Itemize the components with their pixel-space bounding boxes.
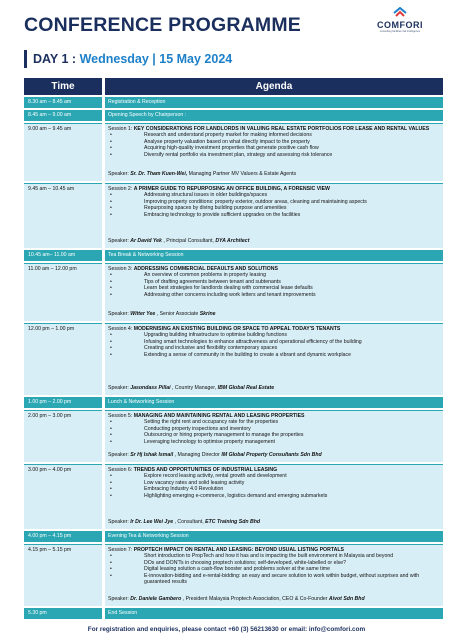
session-topics (108, 132, 440, 158)
topic-text: Learn best strategies for landlords dealing with commercial lease defaults (144, 285, 313, 292)
speaker-name: Dr. Daniele Gambero (130, 595, 182, 602)
speaker-org: ETC Training Sdn Bhd (205, 518, 261, 525)
bullet-icon: • (110, 425, 112, 432)
session-row (24, 123, 443, 181)
session-topics (108, 553, 440, 585)
agenda-cell: Evening Tea & Networking Session (105, 531, 443, 542)
topic-text: Explore record leasing activity, rental growth and development (144, 473, 287, 480)
time-cell: 8.30 am – 8.45 am (24, 97, 102, 108)
agenda-cell (105, 544, 443, 606)
speaker-role: , Country Manager, (172, 384, 217, 391)
topic-text: Outsourcing or hiring property management to manage the properties (144, 432, 304, 439)
session-topics (108, 473, 440, 499)
speaker-role: , Consultant, (174, 518, 204, 525)
agenda-cell: End Session (105, 608, 443, 619)
speaker-line (108, 171, 440, 177)
bullet-icon: • (110, 138, 112, 145)
list-item (108, 573, 440, 586)
bullet-icon: • (110, 205, 112, 212)
speaker-line (108, 519, 440, 525)
session-row (24, 183, 443, 248)
topic-text: Repurposing spaces by diving building purpose and amenities (144, 205, 287, 212)
logo-mark-icon (392, 7, 408, 20)
time-cell: 2.00 pm – 3.00 pm (24, 410, 102, 462)
page-title: CONFERENCE PROGRAMME (24, 14, 302, 36)
speaker-label: Speaker: (108, 237, 129, 244)
bullet-icon: • (110, 132, 112, 139)
topic-text: Extending a sense of community in the building to create a vibrant and dynamic workplace (144, 351, 352, 358)
topic-text: Analyse property valuation based on what directly impact to the property (144, 138, 310, 145)
session-row (24, 464, 443, 529)
topic-text: An overview of common problems in property leasing (144, 272, 266, 279)
time-cell: 9.00 am – 9.45 am (24, 123, 102, 181)
bullet-icon: • (110, 192, 112, 199)
session-label: Session 5: (108, 413, 133, 419)
speaker-role: Managing Partner MV Valuers & Estate Agents (188, 170, 297, 177)
topic-text: Infusing smart technologies to enhance attractiveness and operational efficiency of the building (144, 338, 362, 345)
bullet-icon: • (110, 211, 112, 218)
session-label: Session 4: (108, 326, 133, 332)
speaker-label: Speaker: (108, 310, 129, 317)
bullet-icon: • (110, 473, 112, 480)
bullet-icon: • (110, 351, 112, 358)
speaker-line (108, 311, 440, 317)
break-row (24, 608, 443, 619)
session-label: Session 7: (108, 547, 133, 553)
bullet-icon: • (110, 566, 112, 573)
speaker-line (108, 452, 440, 458)
session-title: ADDRESSING COMMERCIAL DEFAULTS AND SOLUTIONS (133, 266, 278, 272)
speaker-label: Speaker: (108, 384, 129, 391)
speaker-name: Jasondass Pillai (130, 384, 171, 391)
speaker-org: IBM Global Real Estate (217, 384, 275, 391)
topic-text: Research and understand property market for making informed decisions (144, 132, 312, 139)
session-title: PROPTECH IMPACT ON RENTAL AND LEASING: BEYOND USUAL LISTING PORTALS (133, 547, 344, 553)
list-item (108, 292, 440, 298)
break-row (24, 97, 443, 108)
bullet-icon: • (110, 345, 112, 352)
time-cell: 9.45 am – 10.45 am (24, 183, 102, 248)
speaker-role: , Managing Director (174, 451, 220, 458)
speaker-label: Speaker: (108, 170, 129, 177)
bullet-icon: • (110, 438, 112, 445)
agenda-cell: Opening Speech by Chairperson : (105, 110, 443, 121)
topic-text: Leveraging technology to optimise property management (144, 438, 275, 445)
list-item (108, 212, 440, 218)
bullet-icon: • (110, 486, 112, 493)
topic-text: Digital leasing solution a cash-flow booster and problems solver at the same time (144, 566, 330, 573)
topic-text: Short introduction to PropTech and how it has and is impacting the built environment in Malaysia and beyond (144, 553, 394, 560)
time-cell: 11.00 am – 12.00 pm (24, 263, 102, 321)
speaker-role: , Senior Associate (156, 310, 199, 317)
session-row (24, 544, 443, 606)
speaker-org: Aivot Sdn Bhd (328, 595, 365, 602)
footer-contact: For registration and enquiries, please contact +60 (3) 56213630 or email: info@comfori.com (87, 626, 366, 633)
column-header-time: Time (24, 78, 102, 95)
speaker-org: Skrine (199, 310, 216, 317)
speaker-org: DYA Architect (215, 237, 250, 244)
topic-text: Embracing technology to provide sufficient upgrades on the facilities (144, 211, 301, 218)
bullet-icon: • (110, 559, 112, 566)
topic-text: Highlighting emerging e-commerce, logistics demand and emerging submarkets (144, 492, 328, 499)
bullet-icon: • (110, 432, 112, 439)
speaker-name: Ar David Yek (130, 237, 162, 244)
topic-text: Diversify rental portfolio via investment plan, strategy and assessing risk tolerance (144, 151, 333, 158)
agenda-cell (105, 183, 443, 248)
time-cell: 5.30 pm (24, 608, 102, 619)
topic-text: Low vacancy rates and solid leasing activity (144, 479, 245, 486)
speaker-org: IM Global Property Consultants Sdn Bhd (221, 451, 322, 458)
list-item (108, 152, 440, 158)
day-date: Wednesday | 15 May 2024 (79, 52, 233, 66)
logo-tagline: consulting facilities risk intelligence (379, 30, 421, 33)
bullet-icon: • (110, 338, 112, 345)
topic-text: Setting the right rent and occupancy rate for the properties (144, 419, 279, 426)
session-topics (108, 192, 440, 218)
agenda-cell (105, 323, 443, 395)
agenda-cell (105, 410, 443, 462)
speaker-label: Speaker: (108, 451, 129, 458)
agenda-cell: Tea Break & Networking Session (105, 250, 443, 261)
agenda-cell (105, 263, 443, 321)
day-heading (24, 50, 232, 68)
time-cell: 4.15 pm – 5.15 pm (24, 544, 102, 606)
session-title: KEY CONSIDERATIONS FOR LANDLORDS IN VALUING REAL ESTATE PORTFOLIOS FOR LEASE AND RENTAL VALUES (133, 126, 430, 132)
session-title: MANAGING AND MAINTAINING RENTAL AND LEASING PROPERTIES (133, 413, 305, 419)
speaker-line (108, 238, 440, 244)
session-topics (108, 419, 440, 445)
topic-text: Tips of drafting agreements between tenant and subtenants (144, 278, 281, 285)
speaker-label: Speaker: (108, 518, 129, 525)
time-cell: 10.45 am– 11.00 am (24, 250, 102, 261)
break-row (24, 110, 443, 121)
table-header (24, 78, 443, 95)
agenda-cell (105, 464, 443, 529)
list-item (108, 493, 440, 499)
bullet-icon: • (110, 272, 112, 279)
agenda-cell: Registration & Reception (105, 97, 443, 108)
session-topics (108, 272, 440, 298)
bullet-icon: • (110, 145, 112, 152)
topic-text: DOs and DON'Ts in choosing proptech solutions; self-developed, white-labelled or else? (144, 559, 346, 566)
topic-text: Upgrading building infrastructure to optimise building functions (144, 332, 288, 339)
session-label: Session 6: (108, 467, 133, 473)
speaker-name: Sr. Dr. Tham Kuen-Wei, (130, 170, 188, 177)
session-label: Session 1: (108, 126, 133, 132)
bullet-icon: • (110, 278, 112, 285)
comfori-logo (367, 7, 433, 35)
list-item (108, 439, 440, 445)
bullet-icon: • (110, 198, 112, 205)
bullet-icon: • (110, 151, 112, 158)
time-cell: 1.00 pm – 2.00 pm (24, 397, 102, 408)
topic-text: Creating and inclusive and flexibility contemporary spaces (144, 345, 278, 352)
session-label: Session 2: (108, 186, 133, 192)
session-title: TRENDS AND OPPORTUNITIES OF INDUSTRIAL LEASING (133, 467, 278, 473)
bullet-icon: • (110, 291, 112, 298)
speaker-name: Witter Yee (130, 310, 156, 317)
column-header-agenda: Agenda (105, 78, 443, 95)
agenda-cell: Lunch & Networking Session (105, 397, 443, 408)
topic-text: Addressing other concerns including work letters and tenant improvements (144, 291, 316, 298)
logo-text: COMFORI (377, 20, 423, 30)
bullet-icon: • (110, 479, 112, 486)
topic-text: Improving property conditions: property exterior, outdoor areas, cleaning and maintaining aspects (144, 198, 367, 205)
day-label: DAY 1 : (33, 52, 77, 66)
bullet-icon: • (110, 419, 112, 426)
break-row (24, 250, 443, 261)
session-row (24, 323, 443, 395)
break-row (24, 397, 443, 408)
session-label: Session 3: (108, 266, 133, 272)
speaker-line (108, 596, 440, 602)
speaker-name: Ir Dr. Lee Wei Jye (130, 518, 174, 525)
topic-text: E-innovation-bidding and e-rental-bidding: an easy and secure solution to work within budget, without surprises and with guaranteed results (144, 572, 420, 586)
bullet-icon: • (110, 332, 112, 339)
speaker-name: Sr Hj Ishak Ismail (130, 451, 174, 458)
agenda-cell (105, 123, 443, 181)
speaker-role: , Principal Consultant, (163, 237, 214, 244)
bullet-icon: • (110, 285, 112, 292)
time-cell: 4.00 pm – 4.15 pm (24, 531, 102, 542)
list-item (108, 352, 440, 358)
bullet-icon: • (110, 572, 112, 579)
topic-text: Addressing structural issues in older buildings/spaces (144, 192, 268, 199)
speaker-label: Speaker: (108, 595, 129, 602)
break-row (24, 531, 443, 542)
session-title: A PRIMER GUIDE TO REPURPOSING AN OFFICE BUILDING, A FORENSIC VIEW (133, 186, 330, 192)
speaker-line (108, 385, 440, 391)
session-title: MODERNISING AN EXISTING BUILDING OR SPACE TO APPEAL TODAY'S TENANTS (133, 326, 341, 332)
topic-text: Conducting property inspections and inventory (144, 425, 251, 432)
session-row (24, 263, 443, 321)
time-cell: 3.00 pm – 4.00 pm (24, 464, 102, 529)
time-cell: 8.45 am – 9.00 am (24, 110, 102, 121)
topic-text: Acquiring high-quality investment properties that generate positive cash flow (144, 145, 319, 152)
bullet-icon: • (110, 492, 112, 499)
session-topics (108, 332, 440, 358)
time-cell: 12.00 pm – 1.00 pm (24, 323, 102, 395)
session-row (24, 410, 443, 462)
bullet-icon: • (110, 553, 112, 560)
topic-text: Embracing Industry 4.0 Revolution (144, 486, 224, 493)
speaker-role: , President Malaysia Proptech Association, CEO & Co-Founder (182, 595, 328, 602)
